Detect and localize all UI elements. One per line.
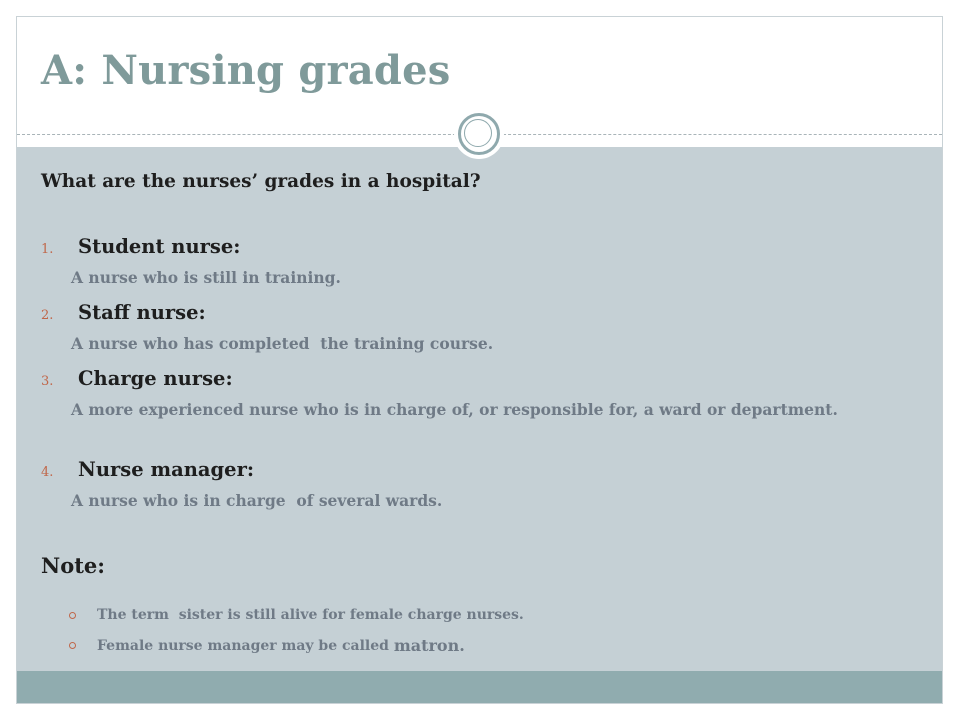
double-ring-circle-icon <box>454 109 504 159</box>
slide <box>16 16 943 704</box>
grade-heading <box>41 235 921 258</box>
slide-title: A: Nursing grades <box>41 47 451 94</box>
hollow-circle-bullet-icon <box>69 612 76 619</box>
note-heading: Note: <box>41 553 106 578</box>
grade-heading <box>41 458 921 481</box>
grade-label: Student nurse: <box>78 235 241 258</box>
note-text: The term sister is still alive for female charge nurses. <box>97 607 524 623</box>
grade-heading <box>41 301 921 324</box>
grade-number: 2. <box>41 308 54 323</box>
question-heading: What are the nurses’ grades in a hospital? <box>41 171 481 192</box>
grade-label: Charge nurse: <box>78 367 233 390</box>
note-item <box>69 636 465 655</box>
grade-heading <box>41 367 921 390</box>
content-panel <box>17 147 942 671</box>
grade-item <box>41 458 921 514</box>
grade-description: A nurse who is still in training. <box>71 268 341 287</box>
grade-description: A nurse who has completed the training course. <box>71 334 494 353</box>
note-emphasis: matron. <box>393 636 465 655</box>
footer-bar <box>17 671 942 704</box>
grade-number: 4. <box>41 465 54 480</box>
grade-number: 1. <box>41 242 54 257</box>
grade-label: Nurse manager: <box>78 458 255 481</box>
grade-description: A nurse who is in charge of several wards. <box>71 491 443 510</box>
grade-item <box>41 235 921 291</box>
note-text: Female nurse manager may be called <box>97 637 394 654</box>
grade-number: 3. <box>41 374 54 389</box>
grade-item <box>41 367 921 423</box>
note-item <box>69 607 524 623</box>
hollow-circle-bullet-icon <box>69 642 76 649</box>
grade-label: Staff nurse: <box>78 301 206 324</box>
ornament-ring <box>458 113 500 155</box>
grade-description: A more experienced nurse who is in charge of, or responsible for, a ward or department. <box>71 400 838 419</box>
grade-item <box>41 301 921 357</box>
